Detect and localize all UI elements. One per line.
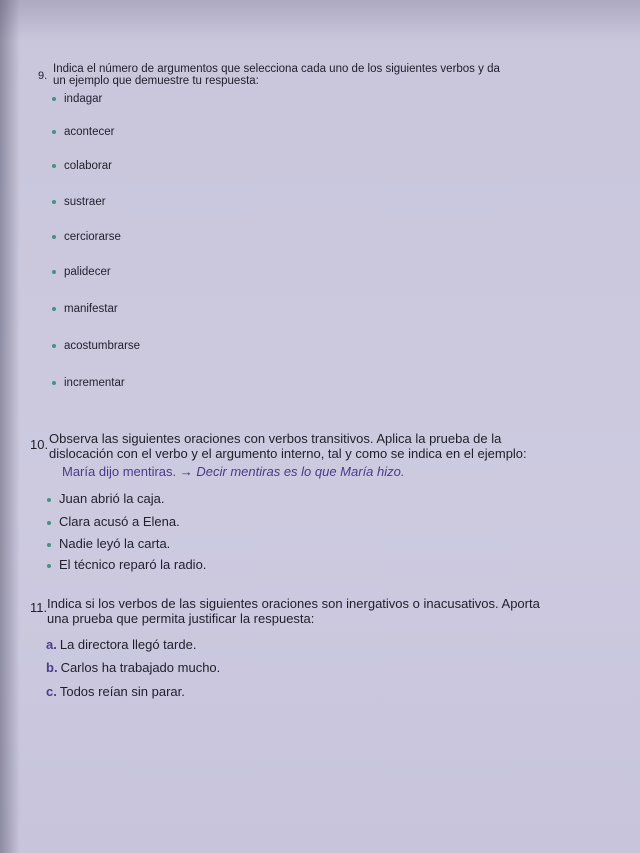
bullet-icon: [52, 130, 56, 134]
q10-prompt-line1: Observa las siguientes oraciones con verbos transitivos. Aplica la prueba de la: [49, 431, 502, 446]
top-shadow: [0, 0, 640, 40]
q10-sentence-item: Nadie leyó la carta.: [47, 536, 170, 551]
bullet-icon: [52, 235, 56, 239]
bullet-icon: [52, 97, 56, 101]
bullet-icon: [47, 564, 51, 568]
bullet-icon: [52, 200, 56, 204]
bullet-icon: [52, 381, 56, 385]
example-sentence: María dijo mentiras.: [62, 464, 177, 479]
q9-verb-item: acostumbrarse: [52, 340, 140, 353]
q9-prompt-line1: Indica el número de argumentos que selecciona cada uno de los siguientes verbos y da: [53, 63, 500, 75]
q10-prompt-line2: dislocación con el verbo y el argumento interno, tal y como se indica en el ejemplo:: [49, 446, 527, 461]
bullet-icon: [52, 344, 56, 348]
q11-item-a: a. La directora llegó tarde.: [46, 637, 197, 652]
q10-sentence-item: Juan abrió la caja.: [47, 491, 165, 506]
q10-sentence-item: El técnico reparó la radio.: [47, 557, 206, 572]
q9-verb-item: manifestar: [52, 303, 118, 316]
bullet-icon: [52, 270, 56, 274]
q9-verb-item: acontecer: [52, 126, 115, 139]
left-shadow: [0, 0, 20, 853]
q11-item-c: c. Todos reían sin parar.: [46, 684, 185, 699]
q9-verb-item: cerciorarse: [52, 231, 121, 244]
q9-verb-item: colaborar: [52, 160, 112, 173]
arrow-right-icon: →: [179, 464, 193, 479]
q10-number: 10.: [30, 437, 49, 452]
example-answer: Decir mentiras es lo que María hizo.: [196, 464, 405, 479]
q11-prompt-line1: Indica si los verbos de las siguientes oraciones son inergativos o inacusativos. Aporta: [47, 596, 540, 611]
q9-verb-item: palidecer: [52, 266, 111, 279]
q9-verb-item: indagar: [52, 93, 102, 106]
bullet-icon: [47, 543, 51, 547]
bullet-icon: [52, 307, 56, 311]
q9-verb-item: incrementar: [52, 377, 125, 390]
q9-verb-item: sustraer: [52, 196, 106, 209]
q11-prompt-line2: una prueba que permita justificar la respuesta:: [47, 611, 315, 626]
bullet-icon: [47, 521, 51, 525]
q10-sentence-item: Clara acusó a Elena.: [47, 514, 180, 529]
q11-number: 11.: [30, 600, 48, 615]
q9-number: 9.: [38, 70, 48, 82]
bullet-icon: [47, 498, 51, 502]
q11-item-b: b. Carlos ha trabajado mucho.: [46, 660, 221, 675]
q10-example: [62, 464, 405, 479]
bullet-icon: [52, 164, 56, 168]
q9-prompt-line2: un ejemplo que demuestre tu respuesta:: [53, 75, 259, 87]
